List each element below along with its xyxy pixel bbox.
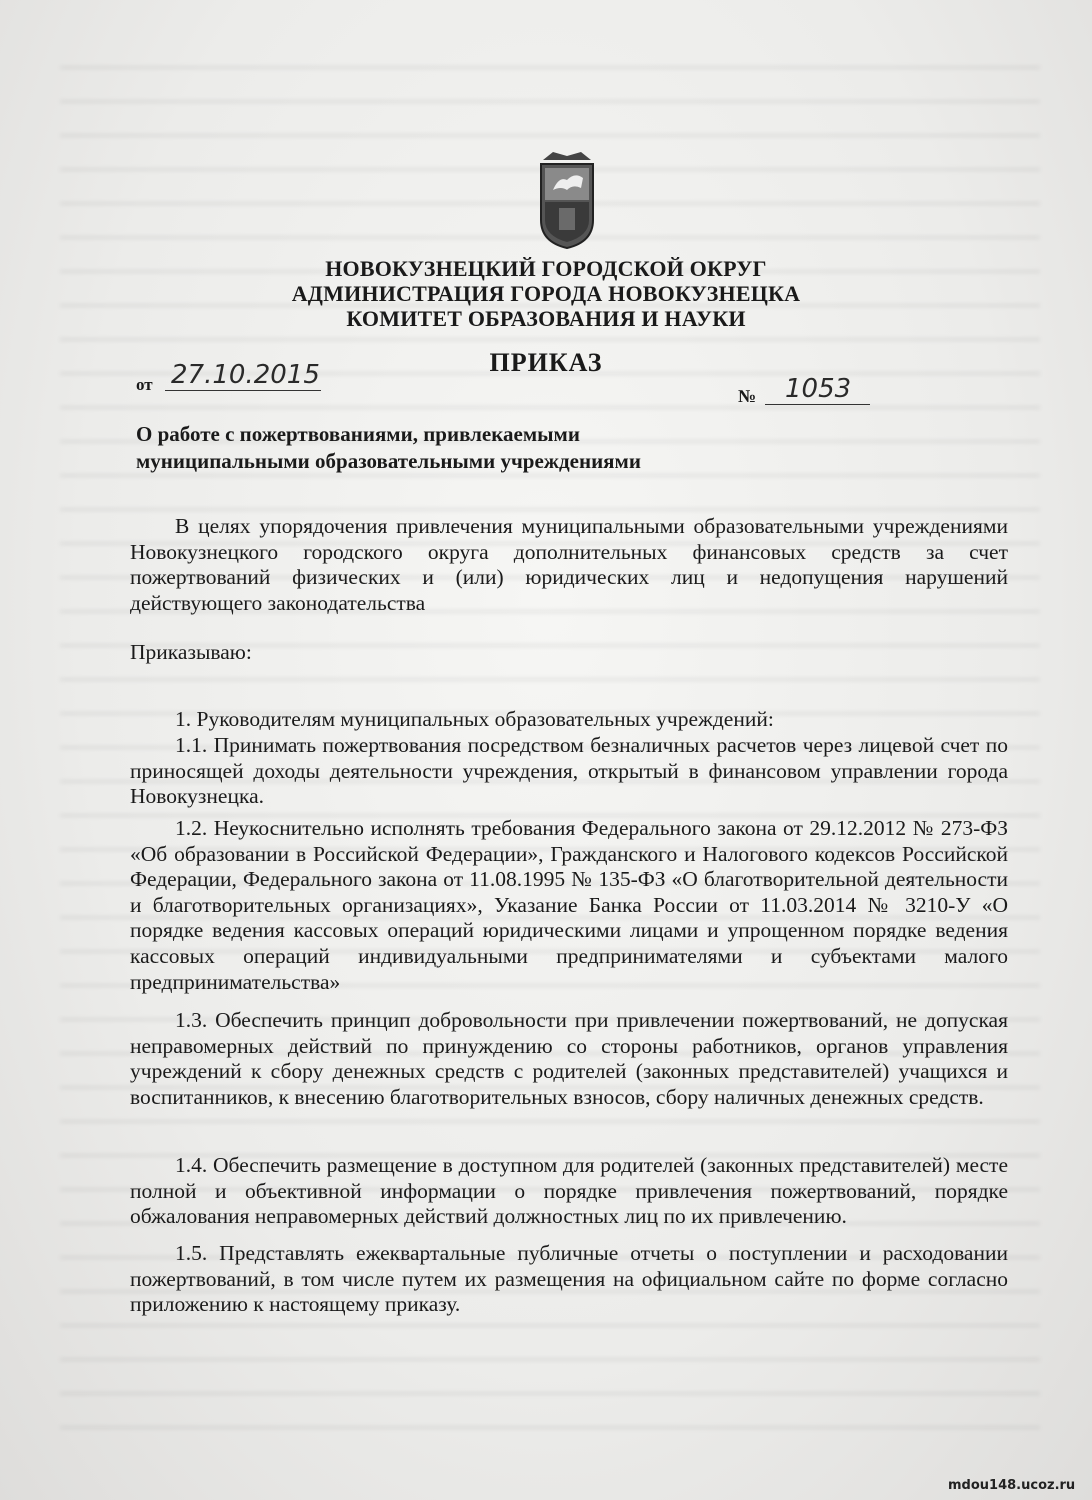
order-word: Приказываю: (130, 640, 252, 664)
coat-of-arms-emblem (535, 150, 599, 250)
item-1-4: 1.4. Обеспечить размещение в доступном для родителей (законных представителей) месте полной и объективной информации о порядке привлечения пожертвований, порядке обжалования неправомерных действий должностных лиц по их привлечению. (130, 1153, 1008, 1229)
order-title: ПРИКАЗ (489, 348, 603, 377)
item-1-5: 1.5. Представлять ежеквартальные публичные отчеты о поступлении и расходовании пожертвований, в том числе путем их размещения на официальном сайте по форме согласно приложению к настоящему приказу. (130, 1241, 1008, 1317)
order-number: 1053 (765, 374, 870, 405)
order-subject (136, 421, 641, 475)
header-line-2: АДМИНИСТРАЦИЯ ГОРОДА НОВОКУЗНЕЦКА (291, 281, 801, 306)
subject-line-2: муниципальными образовательными учреждениями (136, 449, 641, 473)
site-watermark: mdou148.ucoz.ru (948, 1478, 1076, 1493)
item-1-1: 1.1. Принимать пожертвования посредством безналичных расчетов через лицевой счет по приносящей доходы деятельности учреждения, открытый в финансовом управлении города Новокузнецка. (130, 733, 1008, 809)
order-date: 27.10.2015 (165, 360, 321, 391)
number-label: № (738, 386, 757, 406)
item-1-2: 1.2. Неукоснительно исполнять требования Федерального закона от 29.12.2012 № 273-ФЗ «Об образовании в Российской Федерации», Гражданского и Налогового кодексов Российской Федерации, Федерального закона от 11.08.1995 № 135-ФЗ «О благотворительной деятельности и благотворительных организациях», Указание Банка России от 11.03.2014 № 3210-У «О порядке ведения кассовых операций юридическими лицами и упрощенном порядке ведения кассовых операций индивидуальными предпринимателями и субъектами малого предпринимательства» (130, 816, 1008, 994)
header-line-3: КОМИТЕТ ОБРАЗОВАНИЯ И НАУКИ (346, 306, 746, 331)
preamble-paragraph: В целях упорядочения привлечения муниципальными образовательными учреждениями Новокузнецкого городского округа дополнительных финансовых средств за счет пожертвований физических и (или) юридических лиц и недопущения нарушений действующего законодательства (130, 514, 1008, 615)
item-1: 1. Руководителям муниципальных образовательных учреждений: (175, 707, 774, 731)
subject-line-1: О работе с пожертвованиями, привлекаемыми (136, 422, 580, 446)
item-1-3: 1.3. Обеспечить принцип добровольности при привлечении пожертвований, не допуская неправомерных действий по принуждению со стороны работников, органов управления учреждений к сбору денежных средств с родителей (законных представителей) учащихся и воспитанников, к внесению благотворительных взносов, сбору наличных денежных средств. (130, 1008, 1008, 1109)
header-line-1: НОВОКУЗНЕЦКИЙ ГОРОДСКОЙ ОКРУГ (325, 256, 767, 281)
date-label: от (136, 375, 153, 394)
